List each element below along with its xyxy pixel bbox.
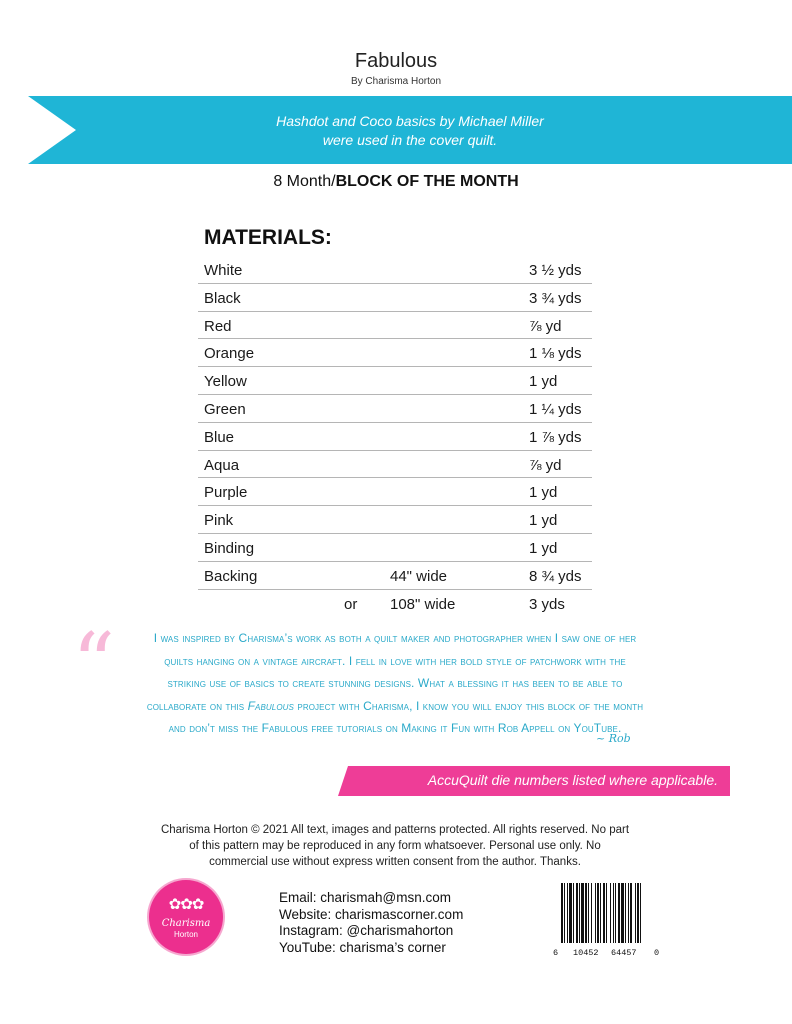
material-name: Yellow xyxy=(204,373,247,391)
material-qty: 1 ⅞ yds xyxy=(529,428,582,446)
copyright-line-3: commercial use without express written consent from the author. Thanks. xyxy=(209,856,581,868)
logo-text-surname: Horton xyxy=(173,930,198,939)
barcode-bar xyxy=(573,883,574,943)
material-name: White xyxy=(204,262,243,279)
material-qty: 1 yd xyxy=(529,512,558,530)
barcode-bar xyxy=(564,883,565,943)
material-name: Backing xyxy=(204,567,258,585)
material-qty: 3 yds xyxy=(529,595,565,613)
table-row xyxy=(198,534,592,562)
quote-marks-icon: “ xyxy=(72,615,115,713)
barcode-bar xyxy=(576,883,578,943)
material-qty: 3 ½ yds xyxy=(529,262,582,279)
barcode-bar xyxy=(625,883,626,943)
quote-block xyxy=(70,627,720,740)
table-row xyxy=(198,395,592,423)
material-name: Red xyxy=(204,317,232,335)
table-row xyxy=(198,506,592,534)
barcode-bar xyxy=(603,883,605,943)
quote-line-1: I was inspired by Charisma’s work as both a quilt maker and photographer when I saw one of her xyxy=(153,631,637,645)
contact-website: Website: charismascorner.com xyxy=(279,906,464,922)
barcode-bar xyxy=(615,883,616,943)
material-qty: 1 ⅛ yds xyxy=(529,345,582,363)
contact-instagram: Instagram: @charismahorton xyxy=(279,923,454,938)
material-qty: 1 yd xyxy=(529,373,558,391)
contact-info xyxy=(279,890,463,956)
quote-signature: ~ Rob xyxy=(596,732,631,745)
charisma-horton-logo xyxy=(149,880,223,954)
barcode-bar xyxy=(630,883,632,943)
material-qty: 3 ¾ yds xyxy=(529,289,582,307)
barcode-bar xyxy=(628,883,629,943)
barcode-suffix: 0 xyxy=(654,948,660,958)
barcode-bar xyxy=(585,883,587,943)
accuquilt-note: AccuQuilt die numbers listed where applicable. xyxy=(427,772,718,788)
quote-line-2: quilts hanging on a vintage aircraft. I fell in love with her bold style of patchwork with the xyxy=(164,653,626,668)
barcode-bar xyxy=(569,883,572,943)
barcode-bar xyxy=(561,883,563,943)
barcode-group-2: 64457 xyxy=(611,948,637,958)
banner-text xyxy=(28,112,792,150)
subtitle xyxy=(0,173,792,191)
material-qty: ⅞ yd xyxy=(529,456,562,474)
barcode-prefix: 6 xyxy=(553,948,559,958)
barcode-bar xyxy=(600,883,601,943)
material-qty: 1 yd xyxy=(529,539,558,557)
table-row xyxy=(198,256,592,284)
material-name: Purple xyxy=(204,484,248,502)
barcode-bar xyxy=(621,883,624,943)
quote-line-3: striking use of basics to create stunning designs. What a blessing it has been to be able to xyxy=(167,676,623,690)
barcode-group-1: 10452 xyxy=(573,948,599,958)
material-qty: 1 ¼ yds xyxy=(529,400,582,418)
material-qty: ⅞ yd xyxy=(529,317,562,335)
material-width: 108" wide xyxy=(390,595,456,613)
barcode-bar xyxy=(613,883,614,943)
material-name: Binding xyxy=(204,539,255,557)
daisy-flowers-icon: ✿✿✿ xyxy=(168,896,204,913)
quote-line-4-post: project with Charisma, I know you will enjoy this block of the month xyxy=(293,698,644,713)
material-name: Pink xyxy=(204,512,234,530)
copyright-line-1: Charisma Horton © 2021 All text, images and patterns protected. All rights reserved. No part xyxy=(160,824,630,836)
material-width: 44" wide xyxy=(390,567,448,585)
table-row xyxy=(198,590,592,617)
barcode-bar xyxy=(640,883,641,943)
barcode-bar xyxy=(637,883,639,943)
quote-italic-title: Fabulous xyxy=(247,698,294,713)
barcode-bar xyxy=(597,883,599,943)
contact-youtube: YouTube: charisma’s corner xyxy=(279,939,446,955)
material-qty: 1 yd xyxy=(529,484,558,502)
barcode-bar xyxy=(579,883,580,943)
materials-heading: MATERIALS: xyxy=(204,226,332,249)
table-row xyxy=(198,312,592,340)
materials-table xyxy=(198,256,592,616)
contact-email: Email: charismah@msn.com xyxy=(279,890,451,905)
material-qty: 8 ¾ yds xyxy=(529,567,582,585)
banner-line-2: were used in the cover quilt. xyxy=(322,132,498,148)
table-row xyxy=(198,451,592,479)
barcode-bar xyxy=(610,883,611,943)
subtitle-bold: BLOCK OF THE MONTH xyxy=(335,173,519,190)
material-name: Blue xyxy=(204,428,235,446)
table-row xyxy=(198,284,592,312)
barcode-bar xyxy=(618,883,620,943)
barcode-bar xyxy=(591,883,592,943)
barcode-bar xyxy=(606,883,607,943)
copyright-notice xyxy=(150,822,640,870)
copyright-line-2: of this pattern may be reproduced in any form whatsoever. Personal use only. No xyxy=(189,840,601,852)
table-row xyxy=(198,562,592,590)
barcode-bar xyxy=(635,883,636,943)
subtitle-plain: 8 Month/ xyxy=(273,173,336,190)
byline: By Charisma Horton xyxy=(350,76,442,87)
quote-line-4 xyxy=(70,695,720,718)
table-row xyxy=(198,478,592,506)
quote-line-5: and don’t miss the Fabulous free tutorials on Making it Fun with Rob Appell on YouTube. xyxy=(168,721,622,735)
quote-line-4-pre: collaborate on this xyxy=(146,698,248,713)
table-row xyxy=(198,367,592,395)
barcode-icon xyxy=(561,883,658,943)
pattern-title: Fabulous xyxy=(354,50,438,72)
table-row xyxy=(198,423,592,451)
material-name: Black xyxy=(204,289,241,307)
banner-line-1: Hashdot and Coco basics by Michael Miller xyxy=(276,113,544,129)
material-name: Orange xyxy=(204,345,255,363)
barcode-bar xyxy=(588,883,589,943)
barcode-bar xyxy=(567,883,568,943)
barcode-bar xyxy=(595,883,596,943)
material-alt-prefix: or xyxy=(344,595,358,613)
logo-text-name: Charisma xyxy=(161,918,211,929)
table-row xyxy=(198,339,592,367)
barcode-bar xyxy=(581,883,584,943)
material-name: Aqua xyxy=(204,456,240,474)
material-name: Green xyxy=(204,400,246,418)
